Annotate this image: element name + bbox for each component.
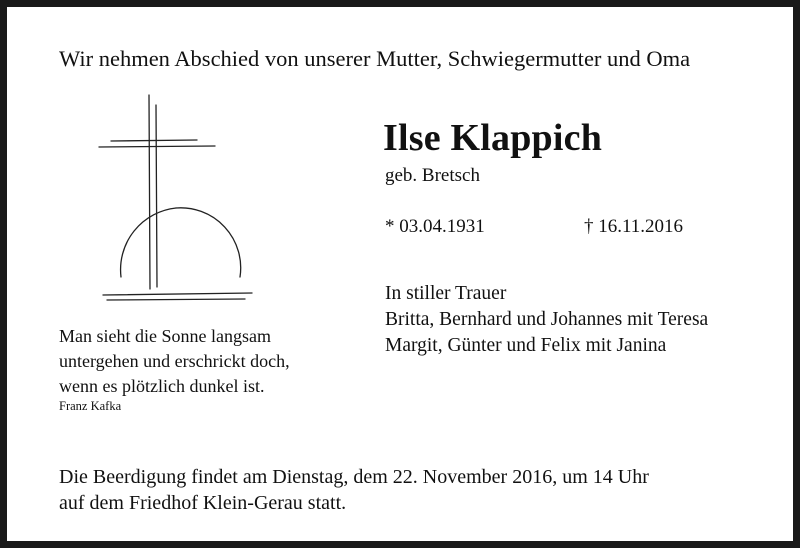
quote-line: wenn es plötzlich dunkel ist. bbox=[59, 376, 265, 396]
funeral-line: Die Beerdigung findet am Dienstag, dem 22. November 2016, um 14 Uhr bbox=[59, 466, 649, 488]
quote bbox=[59, 324, 290, 399]
quote-line: Man sieht die Sonne langsam bbox=[59, 326, 271, 346]
funeral-line: auf dem Friedhof Klein-Gerau statt. bbox=[59, 492, 347, 514]
farewell-heading: Wir nehmen Abschied von unserer Mutter, Schwiegermutter und Oma bbox=[59, 46, 691, 71]
deceased-name: Ilse Klappich bbox=[383, 117, 603, 159]
birth-date: * 03.04.1931 bbox=[385, 216, 485, 237]
quote-line: untergehen und erschrickt doch, bbox=[59, 351, 290, 371]
funeral-info bbox=[59, 464, 649, 516]
mourners-line: Margit, Günter und Felix mit Janina bbox=[385, 335, 667, 356]
mourners-list bbox=[385, 281, 708, 359]
death-date: † 16.11.2016 bbox=[584, 216, 684, 237]
quote-author: Franz Kafka bbox=[59, 399, 122, 413]
mourners-line: In stiller Trauer bbox=[385, 283, 507, 304]
mourners-line: Britta, Bernhard und Johannes mit Teresa bbox=[385, 309, 709, 330]
maiden-name: geb. Bretsch bbox=[385, 165, 480, 186]
cross-and-setting-sun-icon bbox=[87, 89, 257, 309]
